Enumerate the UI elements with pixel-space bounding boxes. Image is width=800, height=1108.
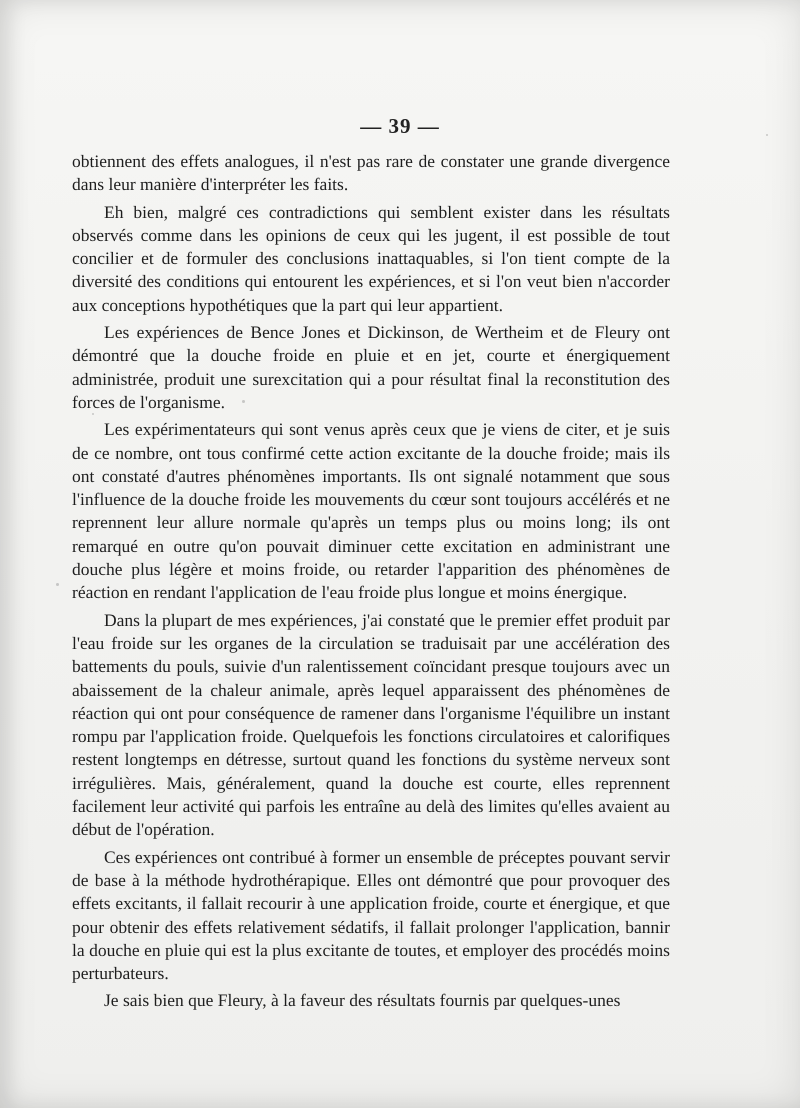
paper-speck	[766, 134, 768, 136]
paper-speck	[242, 400, 245, 403]
paragraph: Je sais bien que Fleury, à la faveur des résultats fournis par quelques-unes	[104, 990, 621, 1011]
page-number: — 39 —	[360, 114, 440, 138]
paper-speck	[92, 413, 94, 415]
paper-speck	[56, 583, 59, 586]
paragraph: Les expériences de Bence Jones et Dickinson, de Wertheim et de Fleury ont démontré que la douche froide en pluie et en jet, courte et énergiquement administrée, produit une surexcitation qui a pour résultat final la reconstitution des forces de l'organisme.	[72, 322, 670, 412]
paragraph: Ces expériences ont contribué à former un ensemble de préceptes pouvant servir de base à la méthode hydrothérapique. Elles ont démontré que pour provoquer des effets excitants, il fallait recourir à une application froide, courte et énergique, et que pour obtenir des effets relativement sédatifs, il fallait prolonger l'application, bannir la douche en pluie qui est la plus excitante de toutes, et employer des procédés moins perturbateurs.	[72, 846, 670, 984]
paragraph-continuation: obtiennent des effets analogues, il n'est pas rare de constater une grande divergence dans leur manière d'interpréter les faits.	[72, 151, 670, 195]
body-text	[72, 150, 670, 1017]
paragraph: Les expérimentateurs qui sont venus après ceux que je viens de citer, et je suis de ce nombre, ont tous confirmé cette action excitante de la douche froide; mais ils ont constaté d'autres phénomènes importants. Ils ont signalé notamment que sous l'influence de la douche froide les mouvements du cœur sont toujours accélérés et ne reprennent leur allure normale qu'après un temps plus ou moins long; ils ont remarqué en outre qu'on pouvait diminuer cette excitation en administrant une douche plus légère et moins froide, ou retarder l'apparition des phénomènes de réaction en rendant l'application de l'eau froide plus longue et moins énergique.	[72, 419, 670, 603]
paragraph: Dans la plupart de mes expériences, j'ai constaté que le premier effet produit par l'eau froide sur les organes de la circulation se traduisait par une accélération des battements du pouls, suivie d'un ralentissement coïncidant presque toujours avec un abaissement de la chaleur animale, après lequel apparaissent des phénomènes de réaction qui ont pour conséquence de ramener dans l'organisme l'équilibre un instant rompu par l'application froide. Quelquefois les fonctions circulatoires et calorifiques restent longtemps en détresse, surtout quand les fonctions du système nerveux sont irrégulières. Mais, généralement, quand la douche est courte, elles reprennent facilement leur activité qui parfois les entraîne au delà des limites qu'elles avaient au début de l'opération.	[72, 609, 670, 840]
paragraph: Eh bien, malgré ces contradictions qui semblent exister dans les résultats observés comme dans les opinions de ceux qui les jugent, il est possible de tout concilier et de formuler des conclusions inattaquables, si l'on tient compte de la diversité des conditions qui entourent les expériences, et si l'on veut bien n'accorder aux conceptions hypothétiques que la part qui leur appartient.	[72, 201, 670, 315]
